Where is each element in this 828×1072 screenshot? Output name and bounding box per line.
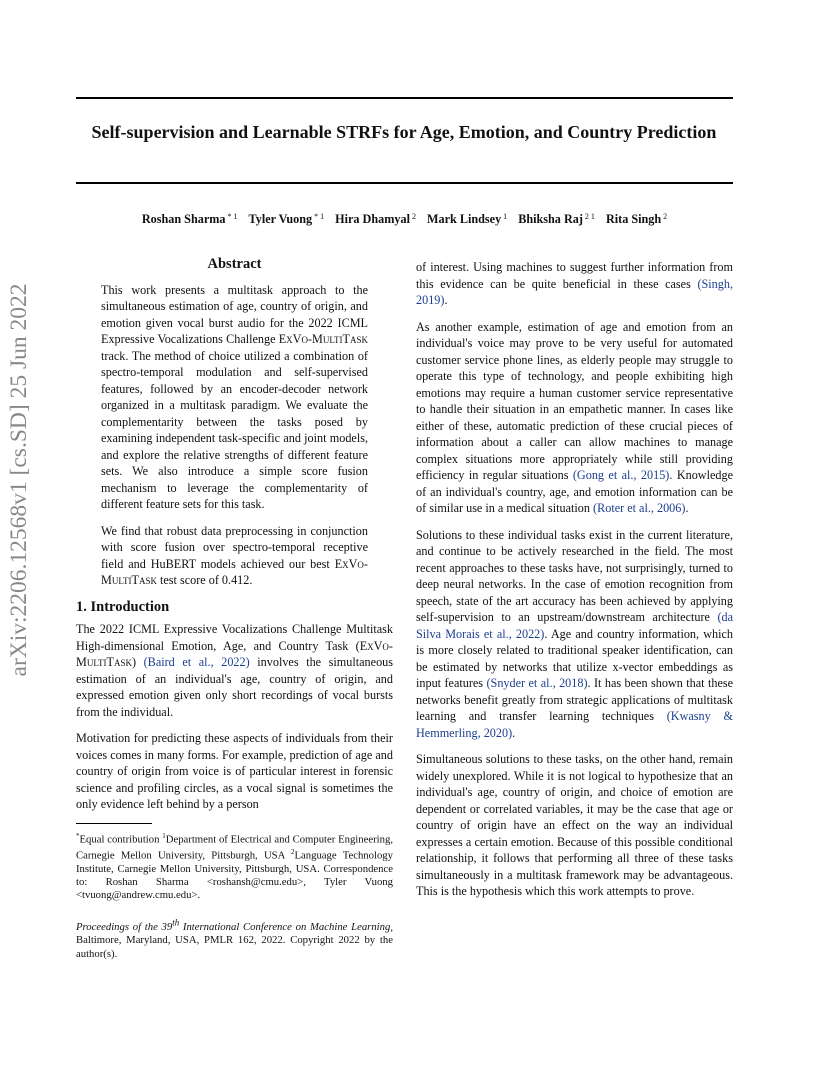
- section-heading-introduction: 1. Introduction: [76, 598, 170, 615]
- body-paragraph: [416, 259, 733, 309]
- body-paragraph: [76, 621, 393, 720]
- body-paragraph: Motivation for predicting these aspects of individuals from their voices comes in many forms. For example, prediction of age and country of origin from voice is of particular interest in forensic science and profiling circles, as a vocal signal is sometimes the only evidence left behind by a person: [76, 731, 393, 811]
- author-affiliation-mark: * 1: [314, 212, 325, 221]
- citation-link[interactable]: (Gong et al., 2015): [572, 468, 670, 482]
- author-name: Tyler Vuong: [248, 212, 313, 226]
- author-name: Hira Dhamyal: [335, 212, 410, 226]
- author-affiliation-mark: 2: [663, 212, 668, 221]
- footnote-mark: 1: [162, 831, 166, 840]
- proceedings-text: International Conference on Machine Learning: [179, 921, 391, 934]
- body-text: .: [444, 293, 448, 307]
- abstract-heading: Abstract: [207, 256, 262, 272]
- footnote-text: Language Technology Institute, Carnegie Mellon University, Pittsburgh, USA. Correspondence to: Roshan Sharma <roshansh@cmu.edu>, Tyler Vuong <tvuong@andrew.cmu.edu>.: [76, 849, 393, 902]
- abstract-paragraph: [101, 523, 368, 589]
- citation-link[interactable]: (Singh, 2019): [416, 276, 733, 307]
- title-top-rule: [76, 97, 733, 99]
- proceedings-note: [76, 917, 393, 961]
- author: [335, 212, 416, 227]
- abstract-text: This work presents a multitask approach to the simultaneous estimation of age, country of origin, and emotion given vocal burst audio for the 2022 ICML Expressive Vocalizations Challenge: [101, 282, 368, 346]
- footnote-rule: [76, 823, 152, 824]
- citation-link[interactable]: (Snyder et al., 2018): [486, 676, 588, 690]
- body-paragraph: Simultaneous solutions to these tasks, on the other hand, remain widely unexplored. While it is not logical to hypothesize that an individual's age, country of origin, and choice of emotion are dependent or correlated variables, it may be the case that age or country of origin have an effect on the way an individual expresses a certain emotion. Because of this possible conditional relationship, it follows that performing all three of these tasks simultaneously in a multitask framework may be advantageous. This is the hypothesis which this work attempts to prove.: [416, 752, 733, 898]
- footnote-mark: 2: [291, 848, 295, 857]
- abstract-text: We find that robust data preprocessing in conjunction with score fusion over spectro-temporal receptive field and HuBERT models achieved our best: [101, 523, 368, 571]
- footnote-mark: *: [76, 831, 80, 840]
- footnote-text: Equal contribution: [79, 833, 163, 846]
- citation-link[interactable]: (Baird et al., 2022): [143, 655, 250, 669]
- citation-link[interactable]: (da Silva Morais et al., 2022): [416, 610, 733, 641]
- abstract-text: test score of 0.412.: [156, 573, 253, 587]
- author-name: Roshan Sharma: [141, 212, 226, 226]
- body-paragraph: [416, 527, 733, 742]
- paper-title: Self-supervision and Learnable STRFs for Age, Emotion, and Country Prediction: [91, 122, 717, 142]
- affiliation-footnote: [76, 830, 393, 903]
- body-text: . Age and country information, which is more closely related to traditional speaker identification, can be estimated by networks that utilize x-vector embeddings as input features: [416, 626, 734, 690]
- author-name: Rita Singh: [605, 212, 662, 226]
- track-name: ExVo-MultiTask: [76, 638, 393, 669]
- proceedings-text: th: [172, 917, 180, 928]
- body-text: . It has been shown that these networks benefit greatly from strategic applications of multitask learning and transfer learning techniques: [416, 676, 734, 723]
- body-text: involves the simultaneous estimation of an individual's age, country of origin, and expressed emotion given only short recordings of vocal bursts from the individual.: [76, 655, 393, 719]
- body-text: The 2022 ICML Expressive Vocalizations Challenge Multitask High-dimensional Emotion, Age, and Country Task (: [76, 622, 393, 653]
- footnote-text: Department of Electrical and Computer Engineering, Carnegie Mellon University, Pittsburgh, USA: [76, 833, 393, 862]
- track-name: ExVo-MultiTask: [278, 332, 368, 346]
- author-affiliation-mark: 2 1: [584, 212, 595, 221]
- author-affiliation-mark: 1: [503, 212, 508, 221]
- author: [518, 212, 595, 227]
- body-text: ): [131, 655, 144, 669]
- body-text: .: [685, 501, 689, 515]
- abstract-text: track. The method of choice utilized a combination of spectro-temporal modulation and self-supervised features, followed by an encoder-decoder network organized in a multitask paradigm. We evaluate the complementarity between the tasks posed by examining independent task-specific and joint models, and explore the relative strengths of different feature sets. We also introduce a simple score fusion mechanism to leverage the complementarity of different feature sets for this task.: [101, 348, 368, 511]
- author-affiliation-mark: 2: [411, 212, 416, 221]
- author: [249, 212, 325, 227]
- author: [427, 212, 507, 227]
- arxiv-identifier-stamp: arXiv:2206.12568v1 [cs.SD] 25 Jun 2022: [6, 283, 32, 677]
- body-paragraph: [416, 319, 733, 517]
- body-text: . Knowledge of an individual's country, age, and emotion information can be of similar use in a medical situation: [416, 468, 733, 515]
- citation-link[interactable]: (Kwasny & Hemmerling, 2020): [416, 709, 734, 740]
- body-text: .: [512, 725, 516, 740]
- author: [606, 212, 667, 227]
- author-name: Bhiksha Raj: [518, 212, 583, 226]
- right-column: [416, 259, 733, 910]
- citation-link[interactable]: (Roter et al., 2006): [593, 501, 686, 515]
- title-bottom-rule: [76, 182, 733, 184]
- abstract-paragraph: [101, 282, 368, 513]
- author: [142, 212, 238, 227]
- proceedings-text: Proceedings of the 39: [76, 921, 173, 934]
- body-text: As another example, estimation of age and emotion from an individual's voice may prove to be very useful for automated customer service phone lines, as elderly people may struggle to operate this type of technology, and people exhibiting high emotions may require a human customer service representative to handle their situation in an empathetic manner. In cases like either of these, automatic prediction of these crucial pieces of information about a caller can allow machines to manage complex situations more appropriately while still providing efficiency in regular situations: [416, 319, 733, 482]
- left-column: [76, 256, 393, 961]
- body-text: Solutions to these individual tasks exist in the current literature, and continue to be actively researched in the field. The most recent approaches to these tasks have, not surprisingly, turned to deep neural networks. In the case of emotion recognition from speech, state of the art accuracy has been achieved by applying self-supervision to an upstream/downstream architecture: [416, 527, 733, 624]
- track-name: ExVo-MultiTask: [101, 556, 368, 587]
- body-text: of interest. Using machines to suggest further information from this evidence can be quite beneficial in these cases: [416, 260, 733, 291]
- author-affiliation-mark: * 1: [227, 212, 238, 221]
- proceedings-text: , Baltimore, Maryland, USA, PMLR 162, 2022. Copyright 2022 by the author(s).: [76, 921, 393, 960]
- author-name: Mark Lindsey: [427, 212, 502, 226]
- author-list: [76, 212, 733, 227]
